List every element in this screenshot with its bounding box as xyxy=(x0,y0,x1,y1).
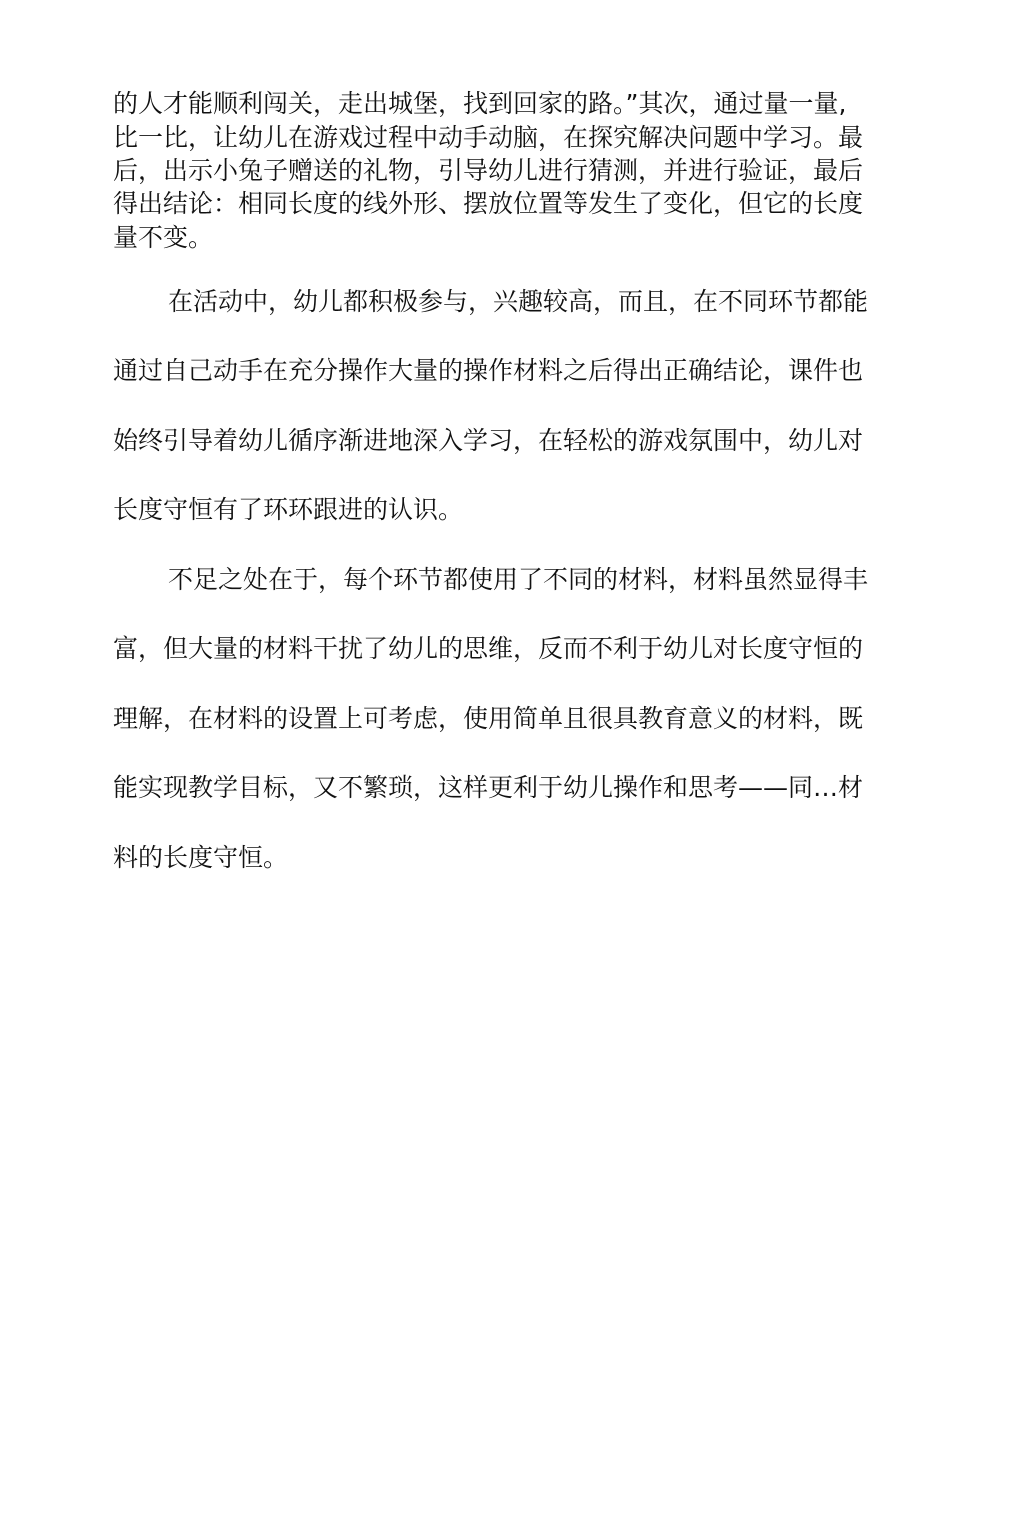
text-line: 始终引导着幼儿循序渐进地深入学习，在轻松的游戏氛围中，幼儿对 xyxy=(113,426,864,455)
text-line: 比一比，让幼儿在游戏过程中动手动脑，在探究解决问题中学习。最 xyxy=(113,123,864,152)
text-line: 能实现教学目标，又不繁琐，这样更利于幼儿操作和思考——同…材 xyxy=(113,773,864,802)
text-line: 富，但大量的材料干扰了幼儿的思维，反而不利于幼儿对长度守恒的 xyxy=(113,634,864,663)
text-line: 理解，在材料的设置上可考虑，使用简单且很具教育意义的材料，既 xyxy=(113,704,864,733)
text-line: 长度守恒有了环环跟进的认识。 xyxy=(113,495,464,524)
text-line: 得出结论：相同长度的线外形、摆放位置等发生了变化，但它的长度 xyxy=(113,189,864,218)
text-line: 的人才能顺利闯关，走出城堡，找到回家的路。”其次，通过量一量, xyxy=(113,89,847,118)
text-line: 在活动中，幼儿都积极参与，兴趣较高，而且，在不同环节都能 xyxy=(168,287,869,316)
text-line: 后，出示小兔子赠送的礼物，引导幼儿进行猜测，并进行验证，最后 xyxy=(113,156,864,185)
text-line: 不足之处在于，每个环节都使用了不同的材料，材料虽然显得丰 xyxy=(168,565,869,594)
text-line: 通过自己动手在充分操作大量的操作材料之后得出正确结论，课件也 xyxy=(113,356,864,385)
text-line: 料的长度守恒。 xyxy=(113,843,289,872)
text-line: 量不变。 xyxy=(113,223,214,252)
